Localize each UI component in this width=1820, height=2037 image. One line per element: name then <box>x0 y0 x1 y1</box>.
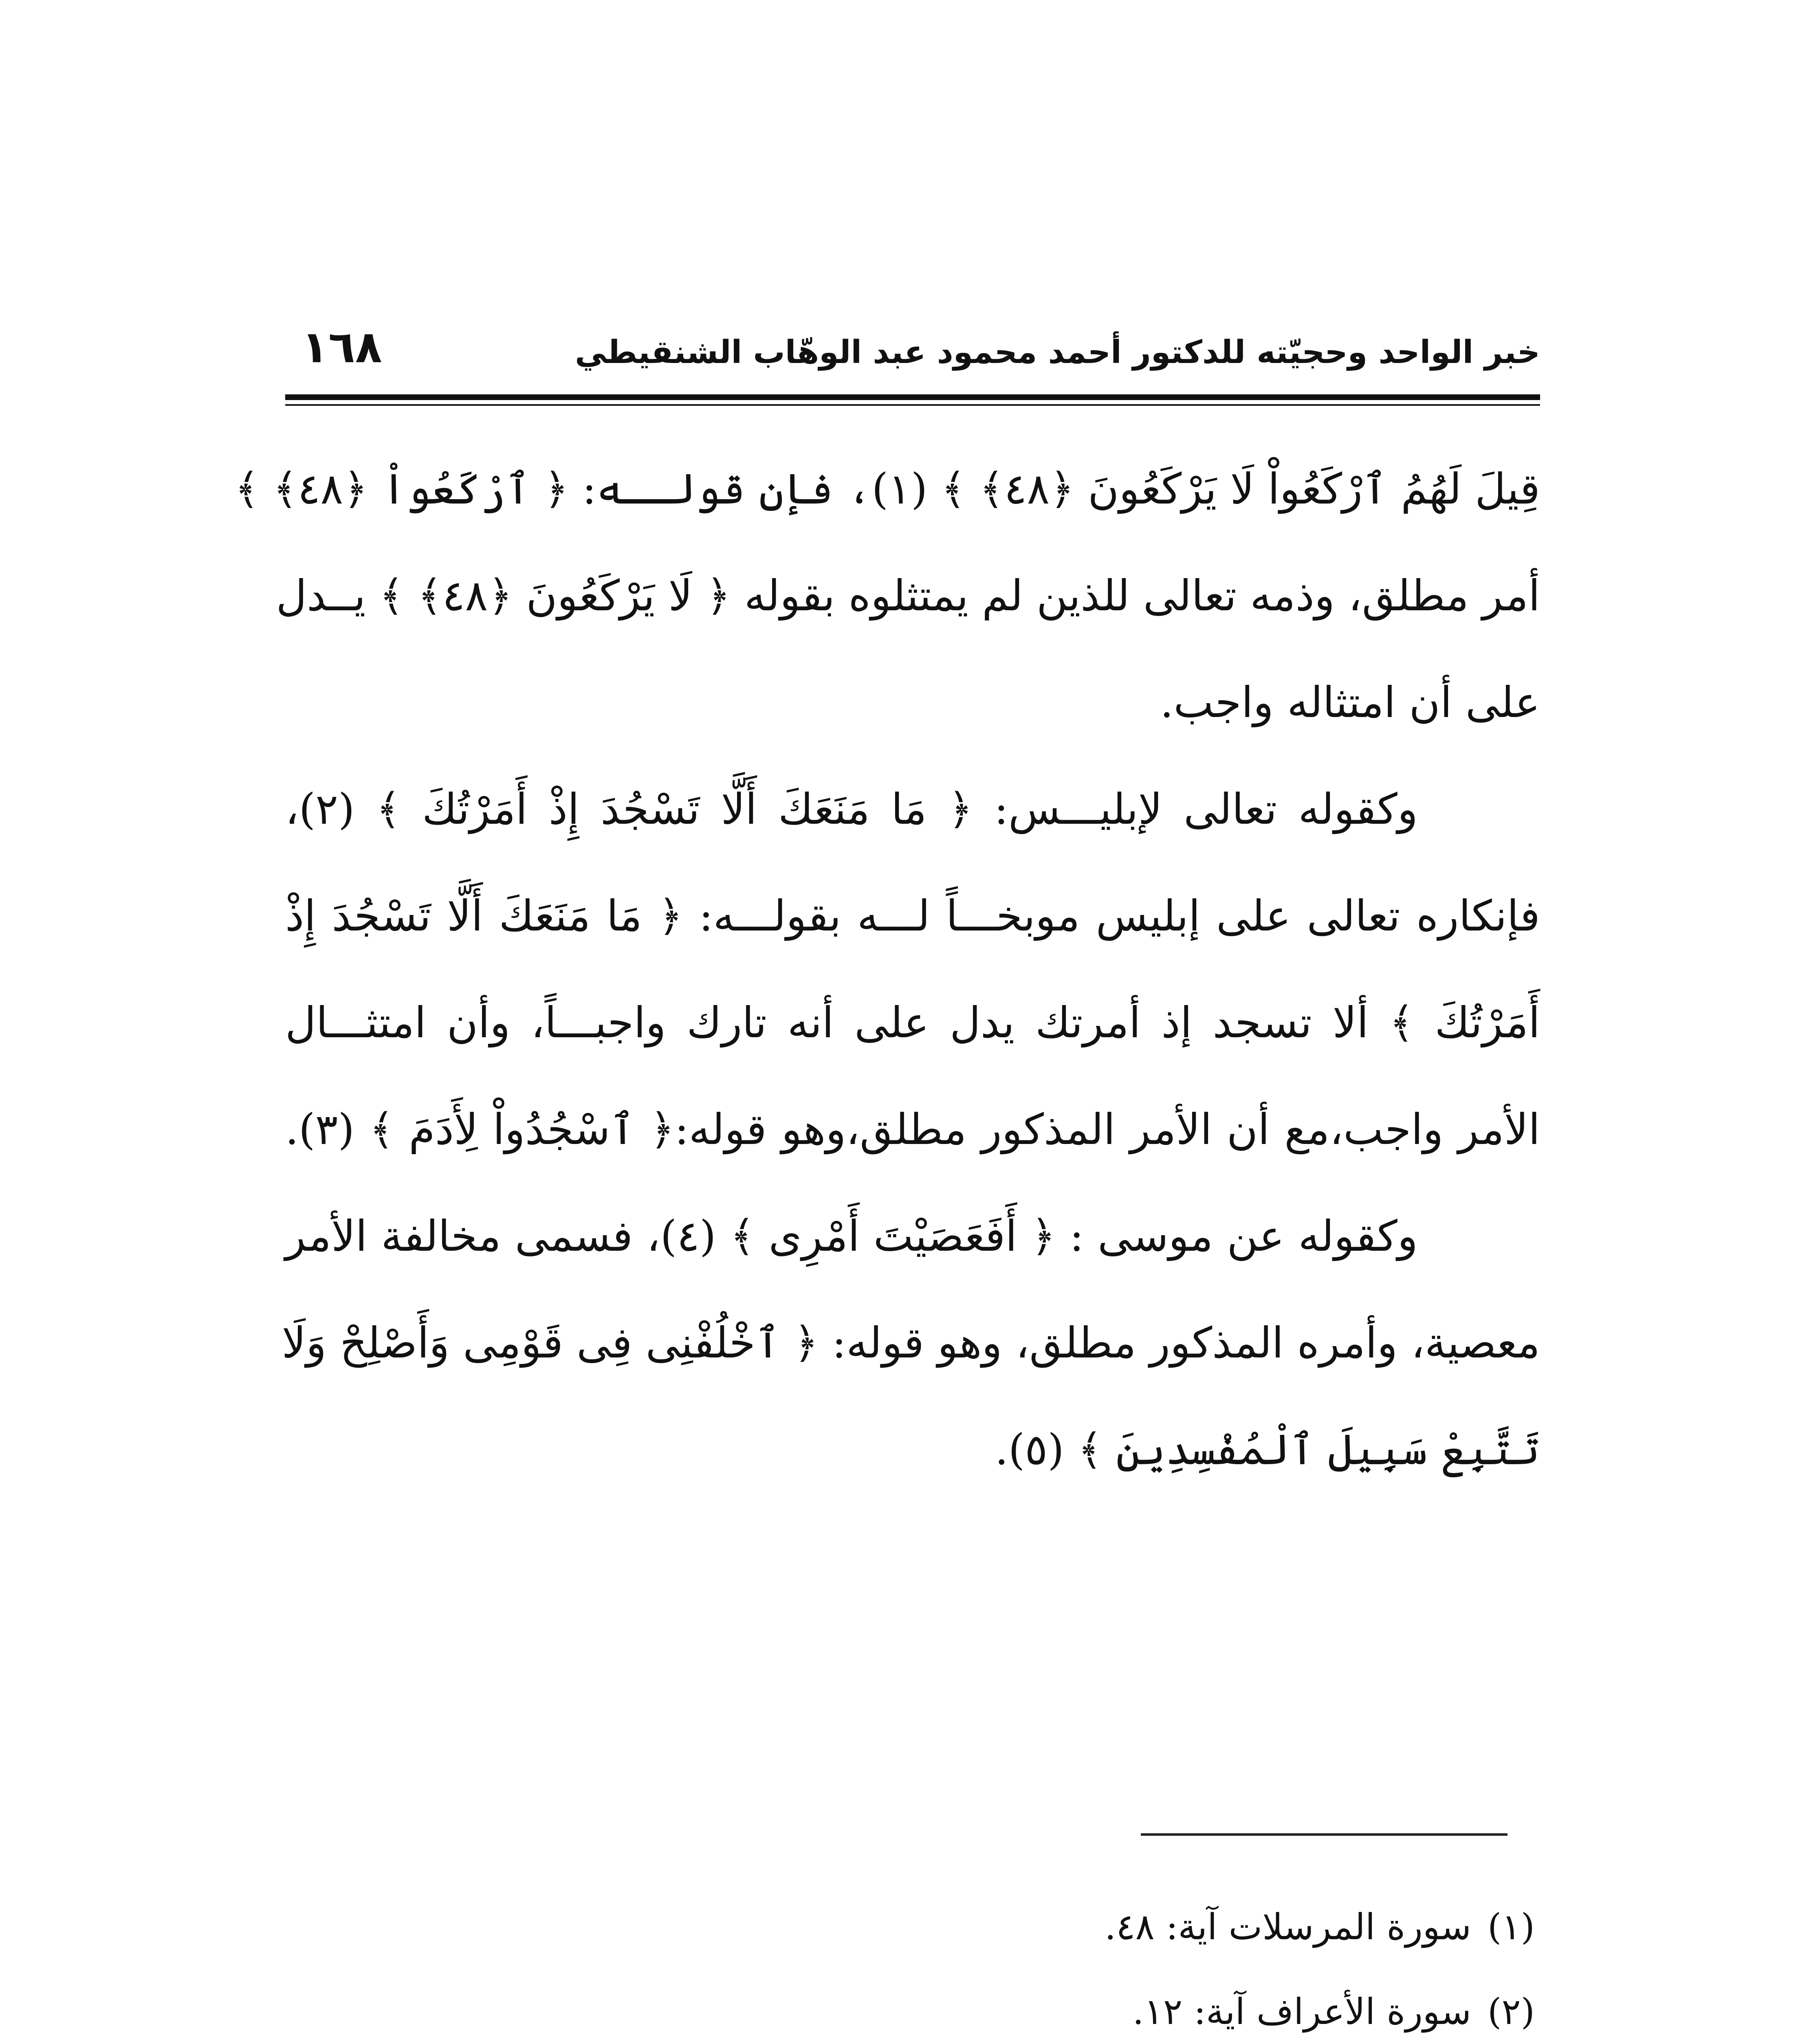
footnote-number: (١) <box>1488 1906 1535 1948</box>
header-rule-thick <box>285 394 1540 400</box>
footnotes <box>842 1886 1535 2037</box>
body-line-1: قِيلَ لَهُمُ ٱرْكَعُواْ لَا يَرْكَعُونَ ﴿٤٨﴾ ﴾ (١)، فإن قولــه: ﴿ ٱرْكَعُواْ ﴿٤٨﴾ ﴾ <box>234 464 1540 514</box>
header-rule-thin <box>285 404 1540 406</box>
footnote-2 <box>842 1971 1535 2037</box>
footnote-separator <box>1141 1833 1507 1836</box>
footnote-number: (٢) <box>1488 1991 1535 2033</box>
body-line-2: أمر مطلق، وذمه تعالى للذين لم يمتثلوه بقوله ﴿ لَا يَرْكَعُونَ ﴿٤٨﴾ ﴾ يــدل <box>276 571 1540 620</box>
body-line-3: على أن امتثاله واجب. <box>1160 678 1540 727</box>
body-line-10: تَتَّبِعْ سَبِيلَ ٱلْمُفْسِدِينَ ﴾ (٥). <box>995 1425 1540 1474</box>
body-line-6: أَمَرْتُكَ ﴾ ألا تسجد إذ أمرتك يدل على أنه تارك واجبـــاً، وأن امتثـــال <box>285 998 1540 1047</box>
body-line-4: وكقوله تعالى لإبليـــس: ﴿ مَا مَنَعَكَ أَلَّا تَسْجُدَ إِذْ أَمَرْتُكَ ﴾ (٢)، <box>285 784 1418 834</box>
body-line-9: معصية، وأمره المذكور مطلق، وهو قوله: ﴿ ٱخْلُفْنِى فِى قَوْمِى وَأَصْلِحْ وَلَا <box>282 1318 1540 1368</box>
footnote-text: سورة المرسلات آية: ٤٨. <box>1105 1906 1472 1948</box>
body-line-7: الأمر واجب،مع أن الأمر المذكور مطلق،وهو قوله:﴿ ٱسْجُدُواْ لِأَدَمَ ﴾ (٣). <box>285 1104 1540 1154</box>
running-header-title: خبر الواحد وحجيّته للدكتور أحمد محمود عبد الوهّاب الشنقيطي <box>575 334 1540 371</box>
body-line-8: وكقوله عن موسى : ﴿ أَفَعَصَيْتَ أَمْرِى ﴾ (٤)، فسمى مخالفة الأمر <box>285 1211 1418 1261</box>
body-text <box>234 448 1540 1516</box>
footnote-1 <box>842 1886 1535 1971</box>
running-header <box>285 322 1540 391</box>
body-line-5: فإنكاره تعالى على إبليس موبخـــاً لـــه بقولـــه: ﴿ مَا مَنَعَكَ أَلَّا تَسْجُدَ إِذْ <box>285 891 1540 941</box>
page-number: ١٦٨ <box>301 322 382 373</box>
footnote-text: سورة الأعراف آية: ١٢. <box>1132 1991 1472 2033</box>
